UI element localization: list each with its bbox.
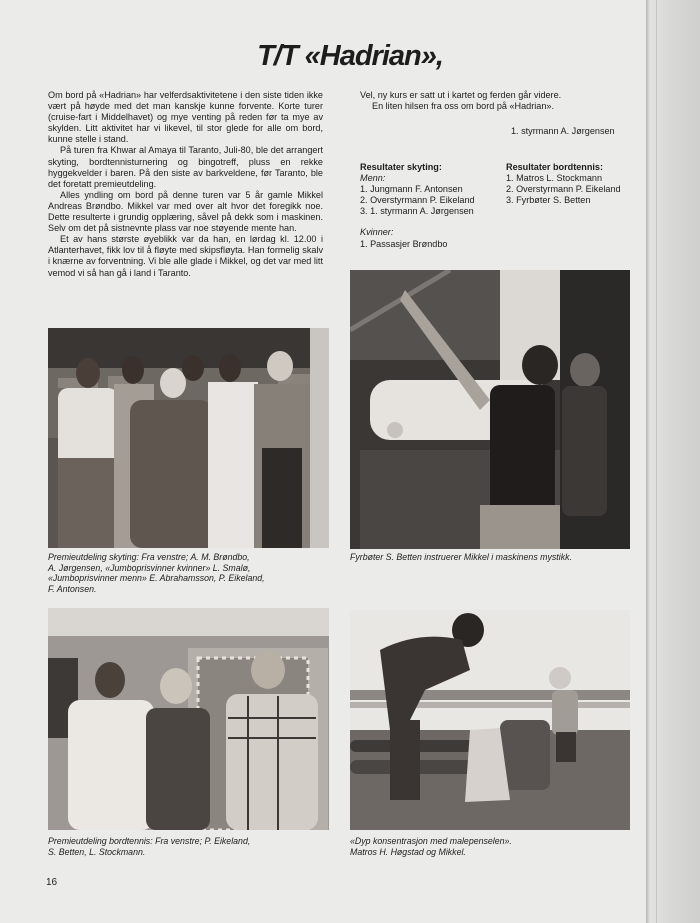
caption-line: Premieutdeling bordtennis: Fra venstre; P. Eikeland, (48, 836, 251, 846)
caption-line: Fyrbøter S. Betten instruerer Mikkel i maskinens mystikk. (350, 552, 572, 562)
caption-line: A. Jørgensen, «Jumboprisvinner kvinner» L. Smalø, (48, 562, 251, 573)
paragraph: Om bord på «Hadrian» har velferdsaktivitetene i den siste tiden ikke vært på høyde med det man kanskje kunne forvente. Korte turer (cruise-fart i Middelhavet) og mye venting på reden før ta mye av skylden. Litt aktivitet har vi likevel, til stor glede for alle om bord, kunne stelle i stand. (48, 90, 323, 145)
paragraph: På turen fra Khwar al Amaya til Taranto, Juli-80, ble det arrangert skyting, bordtennisturnering og bingotreff, pluss en rekke hyggekvelder i baren. På den siste av barkveldene, før Taranto, ble det foretatt premieutdeling. (48, 145, 323, 189)
article-body-right (360, 90, 640, 112)
women-label: Kvinner: (360, 227, 394, 238)
caption-photo-3 (48, 836, 338, 857)
signature: 1. styrmann A. Jørgensen (511, 126, 615, 136)
result-item: 2. Overstyrmann P. Eikeland (360, 195, 475, 206)
shooting-heading: Resultater skyting: (360, 162, 442, 172)
result-item: 3. Fyrbøter S. Betten (506, 195, 591, 206)
photo-shooting-awards (48, 328, 329, 548)
photo-tabletennis-awards (48, 608, 329, 830)
caption-photo-1 (48, 552, 338, 595)
tabletennis-heading: Resultater bordtennis: (506, 162, 604, 172)
paragraph: Vel, ny kurs er satt ut i kartet og ferden går videre. (360, 90, 562, 100)
result-item: 1. Jungmann F. Antonsen (360, 184, 463, 195)
caption-line: Premieutdeling skyting: Fra venstre; A. M. Brøndbo, (48, 552, 250, 562)
caption-line: «Dyp konsentrasjon med malepenselen». (350, 836, 512, 846)
men-label: Menn: (360, 173, 386, 184)
result-item: 3. 1. styrmann A. Jørgensen (360, 206, 474, 217)
result-item: 2. Overstyrmann P. Eikeland (506, 184, 621, 195)
caption-line: «Jumboprisvinner menn» E. Abrahamsson, P. Eikeland, (48, 573, 265, 584)
article-body-left (48, 90, 323, 279)
caption-photo-2 (350, 552, 640, 563)
tabletennis-results (506, 162, 621, 206)
caption-line: Matros H. Høgstad og Mikkel. (350, 846, 466, 857)
result-item: 1. Passasjer Brøndbo (360, 238, 448, 249)
shooting-results (360, 162, 475, 250)
article-title: T/T «Hadrian», (257, 40, 443, 72)
caption-line: F. Antonsen. (48, 584, 97, 595)
photo-painting-deck (350, 610, 630, 830)
page-edge (646, 0, 700, 923)
paragraph: Alles yndling om bord på denne turen var 5 år gamle Mikkel Andreas Brøndbo. Mikkel var med over alt hvor det foregikk noe. Dette resulterte i grundig opplæring, såvel på dekk som i maskinen. Selv om det på sistnevnte plass var noe støyende mente han. (48, 189, 323, 234)
caption-line: S. Betten, L. Stockmann. (48, 846, 146, 857)
result-item: 1. Matros L. Stockmann (506, 173, 603, 184)
page-number: 16 (46, 877, 58, 888)
paragraph: En liten hilsen fra oss om bord på «Hadrian». (372, 101, 554, 112)
paragraph: Et av hans største øyeblikk var da han, en lørdag kl. 12.00 i Atlanterhavet, fikk lov til å fløyte med skipsfløyta. Han formelig skalv i knærne av forventning. Vi ble alle glade i Mikkel, og det var med litt vemod vi så han gå i land i Taranto. (48, 234, 323, 278)
caption-photo-4 (350, 836, 640, 857)
photo-engine-room (350, 270, 630, 549)
